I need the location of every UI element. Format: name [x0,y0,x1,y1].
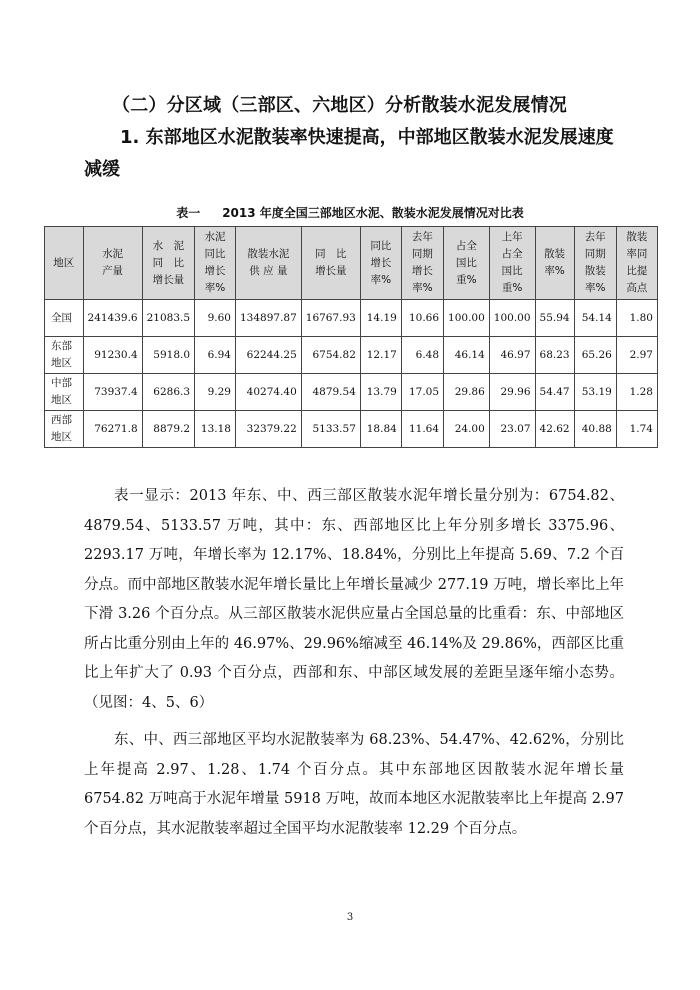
paragraph [84,726,624,844]
table-cell: 68.23 [535,337,574,374]
table-cell: 6.94 [195,337,236,374]
table-cell: 40.88 [574,411,616,448]
table-cell: 62244.25 [235,337,301,374]
table-cell: 65.26 [574,337,616,374]
table-header-cell: 散装水泥 供 应 量 [235,227,301,300]
table-cell: 17.05 [401,374,443,411]
table-cell: 10.66 [401,300,443,337]
table-header-cell: 水泥 产量 [83,227,142,300]
table-cell: 100.00 [489,300,535,337]
table-cell: 9.60 [195,300,236,337]
table-cell: 134897.87 [235,300,301,337]
table-cell: 76271.8 [83,411,142,448]
table-cell: 1.80 [616,300,657,337]
table-cell: 21083.5 [142,300,194,337]
region-cell: 中部地区 [45,374,84,411]
table-header-cell: 散装 率% [535,227,574,300]
paragraph-text: 东、中、西三部地区平均水泥散装率为 68.23%、54.47%、42.62%，分别比上年提高 2.97、1.28、1.74 个百分点。其中东部地区因散装水泥年增长量 6754.82 万吨高于水泥年增量 5918 万吨，故而本地区水泥散装率比上年提高 2.97 个百分点，其水泥散装率超过全国平均水泥散装率 12.29 个百分点。 [84,732,624,837]
table-cell: 16767.93 [301,300,360,337]
table-cell: 9.29 [195,374,236,411]
table-caption-title: 2013 年度全国三部地区水泥、散装水泥发展情况对比表 [222,206,524,220]
table-caption-label: 表一 [176,206,201,220]
table-header-cell: 上年 占全 国比 重% [489,227,535,300]
table-row [45,337,658,374]
table-row [45,300,658,337]
sub-heading-number: 1. [120,127,140,148]
table-header-cell: 地区 [45,227,84,300]
paragraph [84,482,624,718]
section-heading: （二）分区域（三部区、六地区）分析散装水泥发展情况 [112,95,567,116]
table-cell: 1.74 [616,411,657,448]
table-cell: 5133.57 [301,411,360,448]
table-header-cell: 去年 同期 增长 率% [401,227,443,300]
page-number: 3 [346,912,354,923]
table-header-cell: 同 比 增长量 [301,227,360,300]
table-cell: 4879.54 [301,374,360,411]
table-cell: 29.96 [489,374,535,411]
table-cell: 46.14 [444,337,490,374]
table-cell: 29.86 [444,374,490,411]
table-cell: 24.00 [444,411,490,448]
table-header-cell: 散装 率同 比提 高点 [616,227,657,300]
sub-heading [84,122,624,186]
table-cell: 241439.6 [83,300,142,337]
table-row [45,374,658,411]
table-cell: 42.62 [535,411,574,448]
table-cell: 12.17 [360,337,401,374]
comparison-table [44,226,658,448]
table-cell: 8879.2 [142,411,194,448]
paragraph-text: 表一显示：2013 年东、中、西三部区散装水泥年增长量分别为：6754.82、4879.54、5133.57 万吨，其中：东、西部地区比上年分别多增长 3375.96、2293.17 万吨，年增长率为 12.17%、18.84%，分别比上年提高 5.69、7.2 个百分点。而中部地区散装水泥年增长量比上年增长量减少 277.19 万吨，增长率比上年下滑 3.26 个百分点。从三部区散装水泥供应量占全国总量的比重看：东、中部地区所占比重分别由上年的 46.97%、29.96%缩减至 46.14%及 29.86%，西部区比重比上年扩大了 0.93 个百分点，西部和东、中部区域发展的差距呈逐年缩小态势。（见图：4、5、6） [84,488,624,711]
region-cell: 西部地区 [45,411,84,448]
table-cell: 73937.4 [83,374,142,411]
table-cell: 1.28 [616,374,657,411]
table-cell: 11.64 [401,411,443,448]
table-header-cell: 去年 同期 散装 率% [574,227,616,300]
table-row [45,411,658,448]
table-cell: 18.84 [360,411,401,448]
table-cell: 14.19 [360,300,401,337]
table-body [45,300,658,448]
table-cell: 13.79 [360,374,401,411]
table-cell: 2.97 [616,337,657,374]
table-cell: 5918.0 [142,337,194,374]
table-header-cell: 水 泥 同 比 增长量 [142,227,194,300]
table-cell: 100.00 [444,300,490,337]
table-cell: 46.97 [489,337,535,374]
table-cell: 6.48 [401,337,443,374]
table-cell: 54.14 [574,300,616,337]
table-cell: 53.19 [574,374,616,411]
table-cell: 91230.4 [83,337,142,374]
sub-heading-text: 东部地区水泥散装率快速提高，中部地区散装水泥发展速度减缓 [84,127,614,180]
table-header-row [45,227,658,300]
table-cell: 13.18 [195,411,236,448]
table-header-cell: 同比 增长 率% [360,227,401,300]
table-cell: 40274.40 [235,374,301,411]
table-cell: 32379.22 [235,411,301,448]
table-cell: 23.07 [489,411,535,448]
region-cell: 全国 [45,300,84,337]
table-caption [0,204,700,221]
table-header-cell: 占全 国比 重% [444,227,490,300]
table-cell: 54.47 [535,374,574,411]
table-cell: 6754.82 [301,337,360,374]
region-cell: 东部地区 [45,337,84,374]
table-header-cell: 水泥 同比 增长 率% [195,227,236,300]
table-cell: 55.94 [535,300,574,337]
table-cell: 6286.3 [142,374,194,411]
